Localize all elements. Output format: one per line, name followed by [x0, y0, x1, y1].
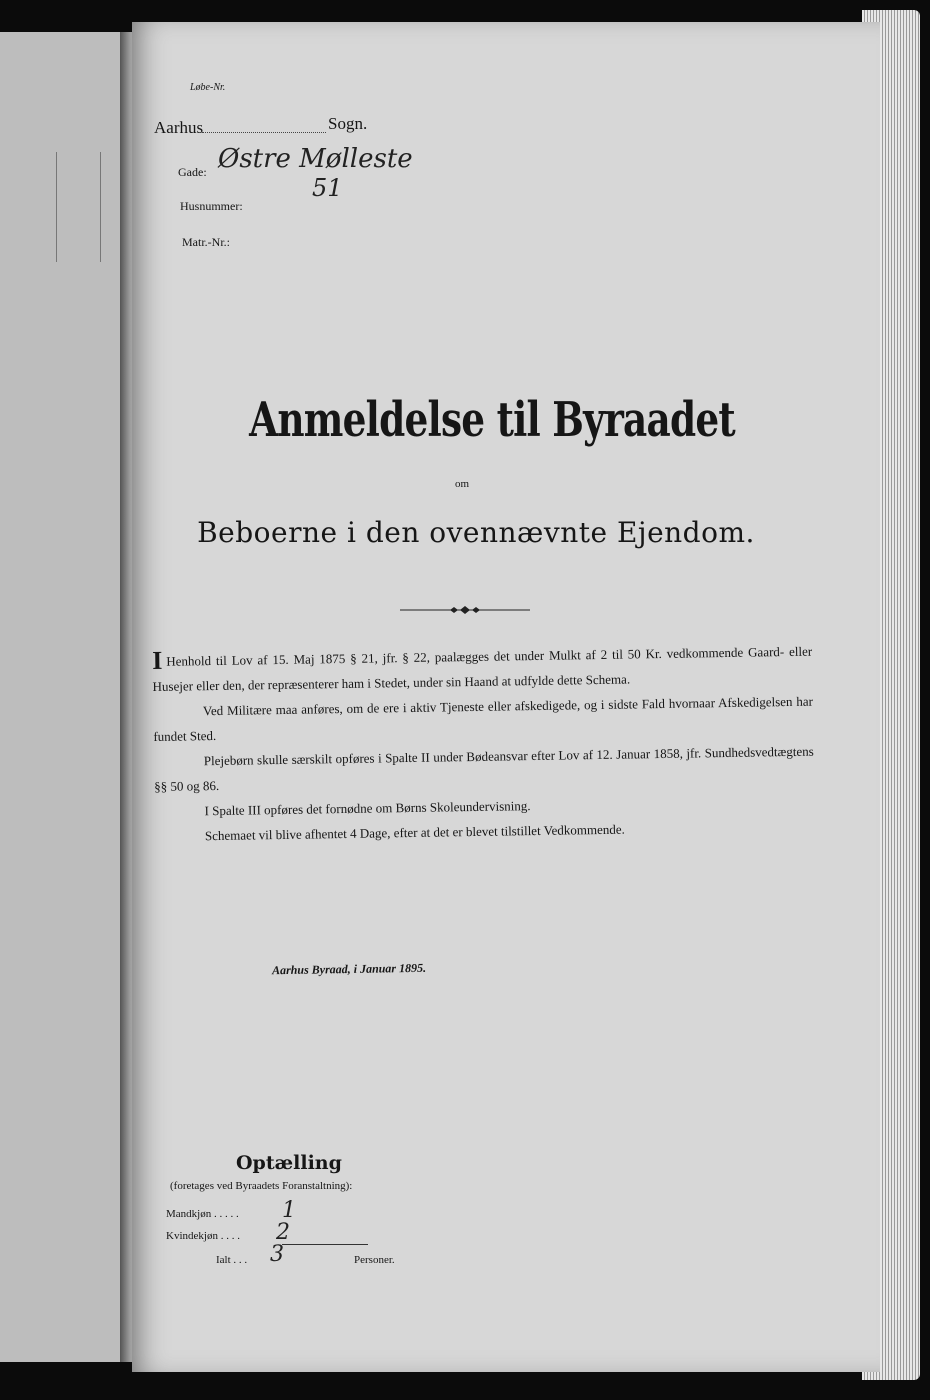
om-text: om — [454, 478, 470, 490]
table-rule — [56, 152, 57, 262]
gade-label: Gade: — [178, 165, 207, 179]
paragraph-5: Schemaet vil blive afhentet 4 Dage, efter at det er blevet tilstillet Vedkommende. — [204, 821, 625, 844]
form-page — [132, 22, 880, 1372]
kvindekjon-label: Kvindekjøn . . . . — [166, 1230, 240, 1242]
sum-rule — [282, 1244, 368, 1245]
mandkjon-value: 1 — [282, 1198, 296, 1223]
paragraph-2: Ved Militære maa anføres, om de ere i aktiv Tjeneste eller afskedigede, og i sidste Fald hvornaar Afskedigelsen har fundet Sted. — [153, 693, 814, 744]
matr-label: Matr.-Nr.: — [182, 235, 230, 249]
husnummer-value: 51 — [312, 174, 343, 202]
document-title: Anmeldelse til Byraadet — [249, 392, 735, 448]
mandkjon-label: Mandkjøn . . . . . — [166, 1208, 239, 1220]
paragraph-1: I Henhold til Lov af 15. Maj 1875 § 21, jfr. § 22, paalægges det under Mulkt af 2 til 50 Kr. vedkommende Gaard- eller Husejer eller den, der repræsenterer ham i Stedet, under sin Haand at udfylde dette Schema. — [151, 643, 813, 694]
paragraph-3: Plejebørn skulle særskilt opføres i Spalte II under Bødeansvar efter Lov af 12. Januar 1858, jfr. Sundhedsvedtægtens §§ 50 og 86. — [154, 743, 814, 794]
instructions — [152, 638, 815, 849]
city-label: Aarhus — [154, 118, 204, 137]
personer-label: Personer. — [354, 1254, 395, 1266]
drop-initial: I — [151, 645, 163, 675]
kvindekjon-value: 2 — [276, 1220, 290, 1245]
ialt-label: Ialt . . . — [216, 1254, 248, 1266]
optaelling-subtitle: (foretages ved Byraadets Foranstaltning): — [170, 1180, 353, 1192]
gade-value: Østre Mølleste — [218, 144, 413, 174]
sogn-label: Sogn. — [328, 114, 368, 133]
paragraph-4: I Spalte III opføres det fornødne om Børns Skoleundervisning. — [204, 798, 531, 819]
table-rule — [100, 152, 101, 262]
optaelling-title: Optælling — [236, 1152, 342, 1174]
sogn-fill-line — [202, 132, 326, 133]
husnummer-label: Husnummer: — [180, 199, 243, 213]
document-subtitle: Beboerne i den ovennævnte Ejendom. — [197, 516, 755, 549]
lobe-nr-label: Løbe-Nr. — [190, 82, 226, 93]
signature-line: Aarhus Byraad, i Januar 1895. — [271, 960, 427, 978]
divider-ornament — [400, 604, 530, 616]
ialt-value: 3 — [270, 1242, 284, 1267]
